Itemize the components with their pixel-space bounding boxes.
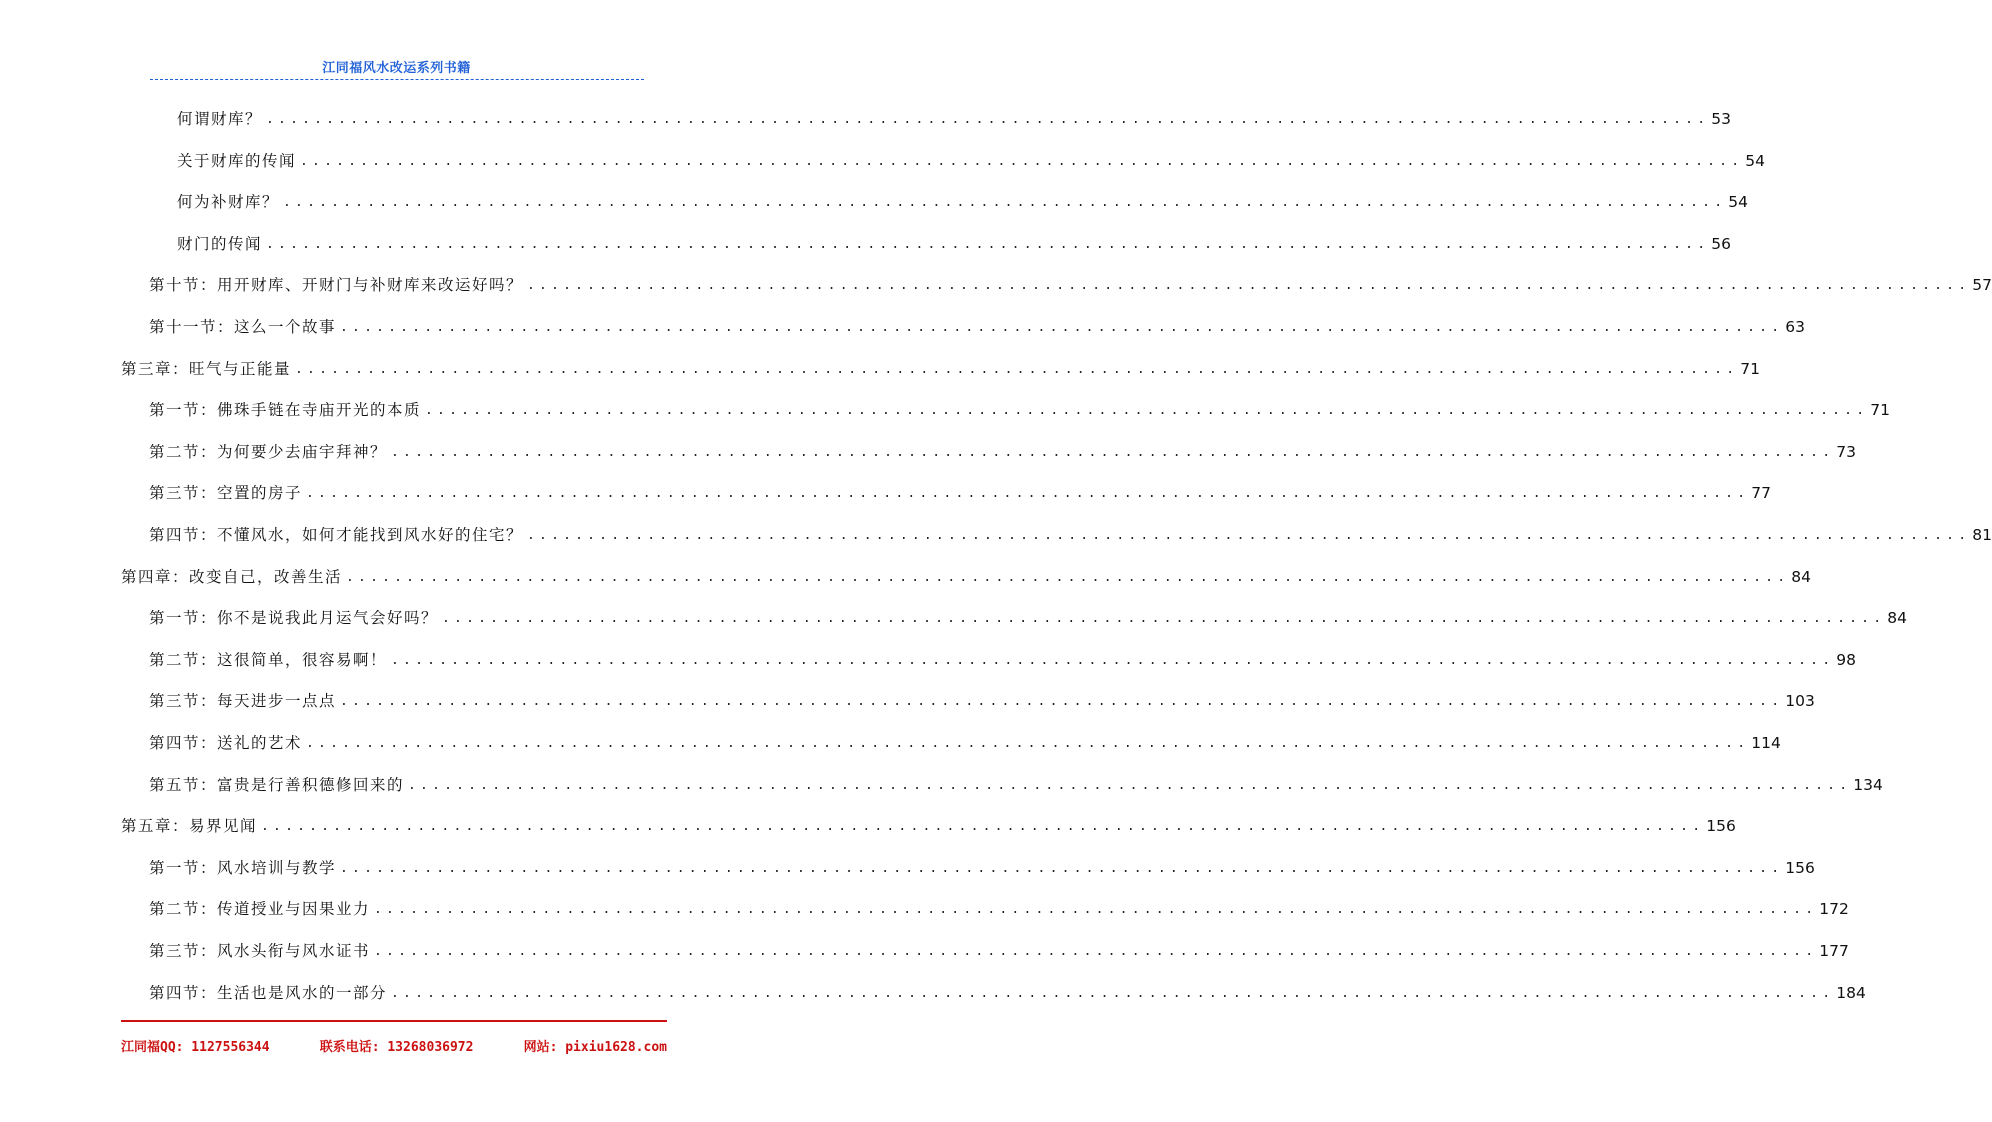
toc-page-number: 98	[1836, 650, 1856, 669]
toc-dot-leader: ........................................................................................................................	[300, 153, 1744, 169]
toc-page-number: 156	[1706, 817, 1736, 836]
toc-entry	[121, 355, 1760, 379]
toc-dot-leader: ........................................................................................................................	[425, 403, 1869, 419]
header-title: 江同福风水改运系列书籍	[322, 61, 471, 76]
toc-dot-leader: ........................................................................................................................	[391, 985, 1835, 1001]
toc-entry-title: 第三章：旺气与正能量	[121, 359, 292, 378]
toc-entry	[149, 271, 1992, 295]
toc-page-number: 103	[1785, 692, 1815, 711]
toc-page-number: 114	[1751, 734, 1781, 752]
toc-entry	[149, 687, 1815, 711]
toc-dot-leader: ........................................................................................................................	[306, 486, 1750, 502]
toc-dot-leader: ........................................................................................................................	[261, 819, 1705, 835]
toc-entry	[149, 854, 1815, 878]
toc-entry-title: 第三节：每天进步一点点	[149, 692, 337, 711]
toc-entry	[149, 771, 1883, 795]
toc-entry-title: 第三节：风水头衔与风水证书	[149, 942, 371, 960]
toc-page-number: 54	[1728, 193, 1748, 212]
toc-entry-title: 第四节：生活也是风水的一部分	[149, 983, 388, 1002]
toc-page-number: 53	[1711, 110, 1731, 128]
toc-entry-title: 第五节：富贵是行善积德修回来的	[149, 775, 405, 794]
toc-page-number: 84	[1791, 567, 1811, 586]
toc-dot-leader: ........................................................................................................................	[527, 278, 1971, 294]
toc-entry-title: 何谓财库？	[177, 110, 263, 128]
toc-dot-leader: ........................................................................................................................	[306, 736, 1750, 751]
toc-entry-title: 第十一节：这么一个故事	[149, 318, 337, 336]
toc-page-number: 63	[1785, 318, 1805, 336]
toc-page-number: 73	[1836, 442, 1856, 461]
toc-entry	[149, 479, 1771, 503]
toc-entry	[149, 895, 1849, 919]
toc-entry-title: 关于财库的传闻	[177, 151, 297, 170]
toc-page-number: 57	[1972, 276, 1992, 295]
toc-entry-title: 第一节：你不是说我此月运气会好吗？	[149, 609, 439, 628]
toc-entry-title: 第一节：佛珠手链在寺庙开光的本质	[149, 401, 422, 420]
toc-dot-leader: ........................................................................................................................	[340, 860, 1784, 876]
toc-dot-leader: ........................................................................................................................	[266, 112, 1710, 127]
toc-dot-leader: ........................................................................................................................	[283, 195, 1727, 211]
footer-website: 网站: pixiu1628.com	[523, 1040, 667, 1055]
toc-dot-leader: ........................................................................................................................	[346, 569, 1790, 585]
toc-dot-leader: ........................................................................................................................	[266, 236, 1710, 252]
toc-page-number: 71	[1870, 401, 1890, 420]
toc-dot-leader: ........................................................................................................................	[408, 777, 1852, 793]
toc-entry	[149, 396, 1890, 420]
toc-entry-title: 第二节：这很简单，很容易啊！	[149, 650, 388, 669]
toc-entry	[149, 729, 1781, 753]
toc-entry	[149, 313, 1805, 337]
toc-entry	[149, 521, 1992, 545]
toc-entry	[177, 147, 1765, 171]
toc-entry-title: 财门的传闻	[177, 234, 263, 253]
toc-entry-title: 第二节：传道授业与因果业力	[149, 900, 371, 919]
toc-entry-title: 第四章：改变自己，改善生活	[121, 567, 343, 586]
toc-dot-leader: ........................................................................................................................	[340, 320, 1784, 335]
toc-entry	[177, 105, 1731, 129]
toc-dot-leader: ........................................................................................................................	[295, 361, 1739, 377]
toc-page-number: 56	[1711, 234, 1731, 253]
toc-page-number: 84	[1887, 609, 1907, 628]
toc-entry	[149, 937, 1849, 961]
toc-entry	[177, 188, 1748, 212]
toc-dot-leader: ........................................................................................................................	[391, 652, 1835, 668]
footer	[121, 1036, 667, 1055]
toc-page-number: 184	[1836, 983, 1866, 1002]
toc-entry-title: 何为补财库？	[177, 193, 280, 212]
toc-dot-leader: ........................................................................................................................	[374, 944, 1818, 959]
toc-entry	[121, 812, 1736, 836]
toc-page-number: 156	[1785, 858, 1815, 877]
footer-phone: 联系电话: 13268036972	[319, 1040, 474, 1055]
toc-entry	[149, 604, 1907, 628]
toc-page-number: 134	[1853, 775, 1883, 794]
toc-entry	[121, 563, 1811, 587]
toc-entry-title: 第二节：为何要少去庙宇拜神？	[149, 442, 388, 461]
toc-page-number: 77	[1751, 484, 1771, 503]
toc-entry-title: 第一节：风水培训与教学	[149, 858, 337, 877]
toc-entry-title: 第四节：送礼的艺术	[149, 734, 303, 752]
toc-entry	[149, 646, 1856, 670]
toc-dot-leader: ........................................................................................................................	[527, 528, 1971, 543]
toc-dot-leader: ........................................................................................................................	[340, 694, 1784, 710]
toc-page-number: 172	[1819, 900, 1849, 919]
toc-entry-title: 第五章：易界见闻	[121, 817, 258, 836]
toc-page-number: 54	[1745, 151, 1765, 170]
toc-dot-leader: ........................................................................................................................	[442, 611, 1886, 627]
toc-entry-title: 第三节：空置的房子	[149, 484, 303, 503]
toc-dot-leader: ........................................................................................................................	[374, 902, 1818, 918]
toc-entry-title: 第十节：用开财库、开财门与补财库来改运好吗？	[149, 276, 524, 295]
toc-page-number: 71	[1740, 359, 1760, 378]
footer-rule	[121, 1020, 667, 1022]
toc-entry-title: 第四节：不懂风水，如何才能找到风水好的住宅？	[149, 526, 524, 544]
footer-qq: 江同福QQ: 1127556344	[121, 1040, 270, 1055]
toc-entry	[177, 230, 1731, 254]
toc-page-number: 177	[1819, 942, 1849, 960]
toc-dot-leader: ........................................................................................................................	[391, 444, 1835, 460]
toc-page-number: 81	[1972, 526, 1992, 544]
toc-entry	[149, 438, 1856, 462]
toc-entry	[149, 979, 1866, 1003]
header-dashed-rule	[150, 79, 644, 80]
